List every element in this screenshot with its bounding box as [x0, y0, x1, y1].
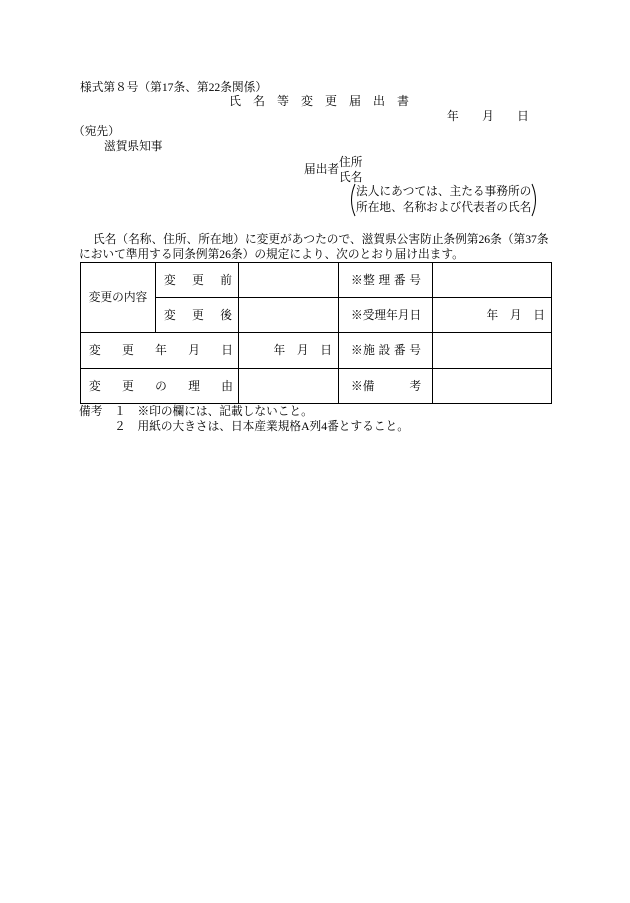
note-item — [79, 419, 409, 434]
received-date-value: 年 月 日 — [433, 298, 552, 333]
addressee-name: 滋賀県知事 — [104, 140, 163, 153]
change-date-label: 変 更 年 月 日 — [81, 333, 239, 369]
change-reason-value-cell — [239, 369, 339, 404]
change-reason-label: 変 更 の 理 由 — [81, 369, 239, 404]
notes — [79, 404, 409, 434]
remarks-label: ※備 考 — [339, 369, 433, 404]
applicant-label: 届出者 — [304, 163, 340, 176]
after-label: 変 更 後 — [156, 298, 239, 333]
submission-date: 年 月 日 — [447, 110, 529, 123]
note-number: ２ — [114, 420, 126, 433]
corporate-note-line: 法人にあつては、主たる事務所の — [356, 185, 532, 198]
change-details-table — [80, 262, 552, 404]
after-value-cell — [239, 298, 339, 333]
note-text: ※印の欄には、記載しないこと。 — [137, 405, 313, 418]
document-title: 氏 名 等 変 更 届 出 書 — [229, 94, 410, 108]
facility-number-value-cell — [433, 333, 552, 369]
applicant-name-label: 氏名 — [339, 171, 363, 184]
table-row — [81, 333, 552, 369]
addressee-label: （宛先） — [73, 125, 120, 138]
ref-number-label: ※整 理 番 号 — [339, 263, 433, 298]
change-content-label: 変更の内容 — [81, 263, 156, 333]
form-number: 様式第８号（第17条、第22条関係） — [80, 81, 268, 94]
applicant-address-label: 住所 — [339, 156, 363, 169]
table-row — [81, 369, 552, 404]
received-date-label: ※受理年月日 — [339, 298, 433, 333]
notes-label: 備考 — [79, 405, 103, 418]
left-bracket-icon — [348, 183, 356, 217]
statement-line: 氏名（名称、住所、所在地）に変更があつたので、滋賀県公害防止条例第26条（第37条 — [93, 233, 549, 246]
before-value-cell — [239, 263, 339, 298]
statement-line: において準用する同条例第26条）の規定により、次のとおり届け出ます。 — [79, 248, 464, 261]
note-number: １ — [114, 405, 126, 418]
note-item — [79, 404, 409, 419]
facility-number-label: ※施 設 番 号 — [339, 333, 433, 369]
corporate-note-line: 所在地、名称および代表者の氏名 — [356, 201, 532, 214]
before-label: 変 更 前 — [156, 263, 239, 298]
ref-number-value-cell — [433, 263, 552, 298]
right-bracket-icon — [531, 183, 539, 217]
notes-label-spacer — [79, 419, 114, 434]
note-text: 用紙の大きさは、日本産業規格A列4番とすること。 — [137, 420, 409, 433]
remarks-value-cell — [433, 369, 552, 404]
change-date-value: 年 月 日 — [239, 333, 339, 369]
corporate-note — [356, 184, 531, 216]
table-row — [81, 263, 552, 298]
